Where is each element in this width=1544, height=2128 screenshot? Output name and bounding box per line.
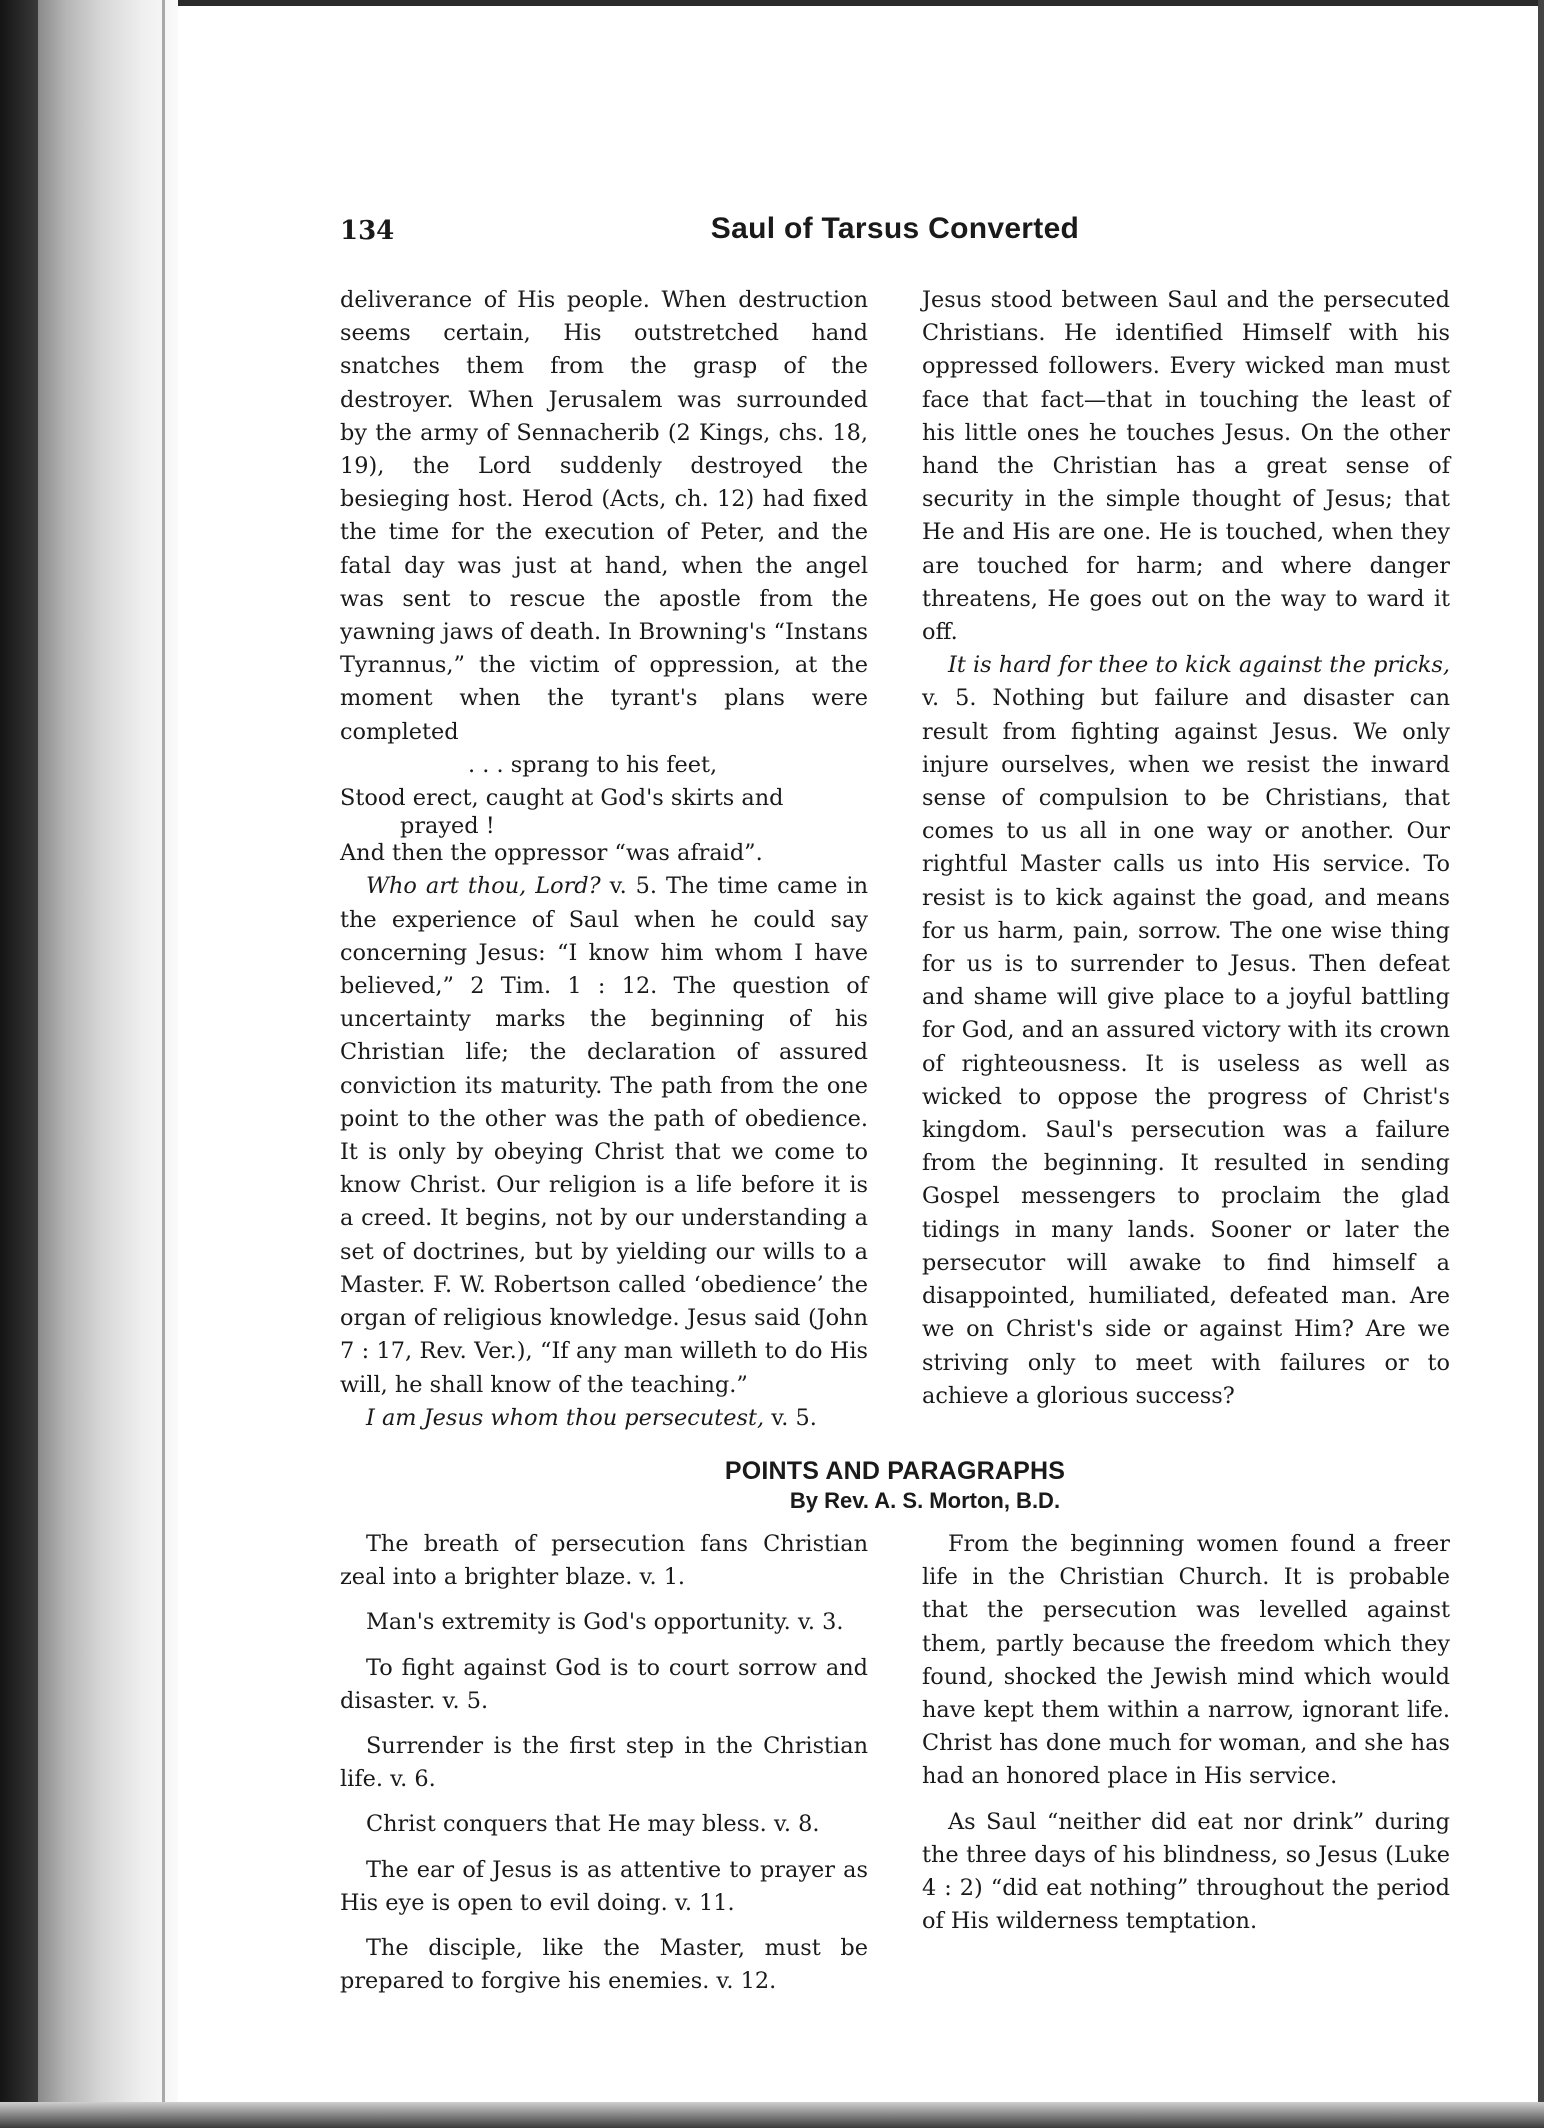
- paragraph: Jesus stood between Saul and the persecuted Christians. He identified Himself with his oppressed followers. Every wicked man must face that fact—that in touching the least of his little ones he touches Jesus. On the other hand the Christian has a great sense of security in the simple thought of Jesus; that He and His are one. He is touched, when they are touched for harm; and where danger threatens, He goes out on the way to ward it off.: [922, 287, 1450, 646]
- verse-reference: I am Jesus whom thou persecutest,: [366, 1404, 765, 1431]
- section-byline: By Rev. A. S. Morton, B.D.: [789, 1487, 1061, 1513]
- point-item: To fight against God is to court sorrow and disaster. v. 5.: [340, 1654, 868, 1714]
- point-item: The disciple, like the Master, must be prepared to forgive his enemies. v. 12.: [340, 1934, 868, 1995]
- paragraph-text: v. 5. The time came in the experience of Saul when he could say concerning Jesus: “I know him whom I have believed,” 2 Tim. 1 : 12. The question of uncertainty marks the beginning of his Christian life; the declaration of assured conviction its maturity. The path from the one point to the other was the path of obedience. It is only by obeying Christ that we come to know Christ. Our religion is a life before it is a creed. It begins, not by our understanding a set of doctrines, but by yielding our wills to a Master. F. W. Robertson called ‘obedience’ the organ of religious knowledge. Jesus said (John 7 : 17, Rev. Ver.), “If any man willeth to do His will, he shall know of the teaching.”: [340, 873, 868, 1398]
- verse-reference: Who art thou, Lord?: [366, 873, 601, 900]
- book-binding-line: [162, 0, 165, 2128]
- verse-quote: [340, 749, 868, 871]
- scan-right-edge: [1538, 0, 1544, 2128]
- right-column: [922, 284, 1450, 1435]
- point-item: The ear of Jesus is as attentive to prayer as His eye is open to evil doing. v. 11.: [340, 1856, 868, 1916]
- point-item: The breath of persecution fans Christian zeal into a brighter blaze. v. 1.: [340, 1530, 868, 1591]
- left-column: [340, 284, 868, 1435]
- paragraph: [340, 1402, 868, 1435]
- scan-left-edge: [0, 0, 38, 2128]
- verse-line: And then the oppressor “was afraid”.: [340, 840, 763, 867]
- page-number: 134: [340, 216, 395, 246]
- paragraph-text: v. 5.: [764, 1404, 817, 1431]
- point-item: Man's extremity is God's opportunity. v. 3.: [366, 1609, 844, 1636]
- point-item: From the beginning women found a freer life in the Christian Church. It is probable that the persecution was levelled against them, partly because the freedom which they found, shocked the Jewish mind which would have kept them within a narrow, ignorant life. Christ has done much for woman, and she has had an honored place in His service.: [922, 1530, 1450, 1790]
- book-binding-shadow: [38, 0, 178, 2128]
- points-columns: [340, 1528, 1450, 2010]
- points-right-column: [922, 1528, 1450, 2010]
- running-head: [340, 212, 1450, 262]
- paragraph: [340, 870, 868, 1401]
- verse-line: Stood erect, caught at God's skirts and: [340, 785, 784, 812]
- scan-bottom-edge: [0, 2102, 1544, 2128]
- section-heading: POINTS AND PARAGRAPHS: [724, 1456, 1066, 1485]
- paragraph-text: v. 5. Nothing but failure and disaster can result from fighting against Jesus. We only injure ourselves, when we resist the inward sense of compulsion to be Christians, that comes to us all in one way or another. Our rightful Master calls us into His service. To resist is to kick against the goad, and means for us harm, pain, sorrow. The one wise thing for us is to surrender to Jesus. Then defeat and shame will give place to a joyful battling for God, and an assured victory with its crown of righteousness. It is useless as well as wicked to oppose the progress of Christ's kingdom. Saul's persecution was a failure from the beginning. It resulted in sending Gospel messengers to proclaim the glad tidings in many lands. Sooner or later the persecutor will awake to find himself a disappointed, humiliated, defeated man. Are we on Christ's side or against Him? Are we striving only to meet with failures or to achieve a glorious success?: [922, 685, 1450, 1409]
- body-columns: [340, 284, 1450, 1435]
- point-item: As Saul “neither did eat nor drink” during the three days of his blindness, so Jesus (Luke 4 : 2) “did eat nothing” throughout the period of His wilderness temptation.: [922, 1808, 1450, 1935]
- paragraph: deliverance of His people. When destruction seems certain, His outstretched hand snatches them from the grasp of the destroyer. When Jerusalem was surrounded by the army of Sennacherib (2 Kings, chs. 18, 19), the Lord suddenly destroyed the besieging host. Herod (Acts, ch. 12) had fixed the time for the execution of Peter, and the fatal day was just at hand, when the angel was sent to rescue the apostle from the yawning jaws of death. In Browning's “Instans Tyrannus,” the victim of oppression, at the moment when the tyrant's plans were completed: [340, 287, 868, 745]
- verse-reference: It is hard for thee to kick against the pricks,: [948, 652, 1450, 679]
- point-item: Christ conquers that He may bless. v. 8.: [366, 1811, 820, 1838]
- verse-line: prayed !: [400, 813, 495, 840]
- page-title: Saul of Tarsus Converted: [710, 212, 1080, 245]
- book-page: [340, 212, 1450, 2010]
- paragraph: [922, 649, 1450, 1413]
- points-left-column: [340, 1528, 868, 2010]
- point-item: Surrender is the first step in the Christian life. v. 6.: [340, 1732, 868, 1793]
- scan-top-edge: [0, 0, 1544, 6]
- verse-line: . . . sprang to his feet,: [468, 751, 718, 778]
